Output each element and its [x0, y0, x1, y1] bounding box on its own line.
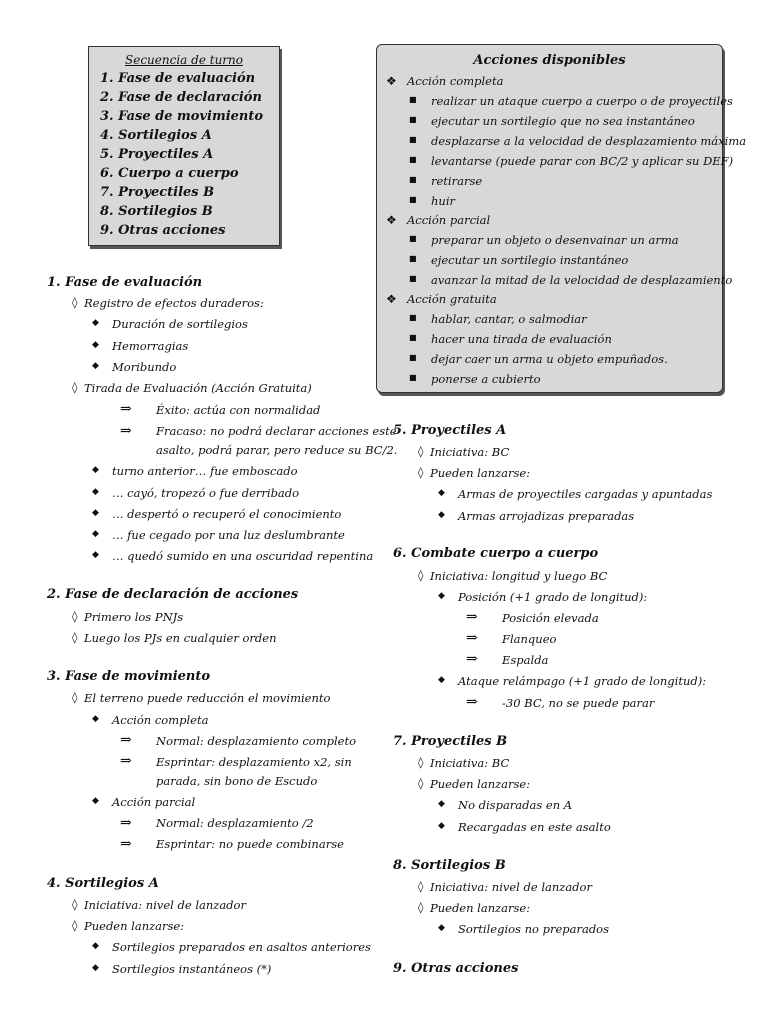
open-diamond-bullet-icon: ◊ [72, 610, 78, 623]
square-bullet-icon: ■ [409, 353, 417, 362]
list-item: parada, sin bono de Escudo [156, 774, 318, 788]
open-diamond-bullet-icon: ◊ [418, 466, 424, 479]
double-arrow-icon: ⇒ [466, 651, 478, 667]
list-item: No disparadas en A [458, 798, 573, 812]
section-heading-2: 2. Fase de declaración de acciones [47, 587, 299, 602]
list-item: Esprintar: no puede combinarse [156, 837, 344, 851]
list-item: Fracaso: no podrá declarar acciones este [156, 424, 397, 438]
list-item: Acción completa [112, 713, 209, 727]
list-item: Armas de proyectiles cargadas y apuntadas [458, 487, 713, 501]
square-bullet-icon: ■ [409, 313, 417, 322]
list-item: Primero los PNJs [84, 610, 184, 624]
double-arrow-icon: ⇒ [120, 423, 132, 439]
list-item: Pueden lanzarse: [430, 466, 531, 480]
list-item: Pueden lanzarse: [430, 777, 531, 791]
open-diamond-bullet-icon: ◊ [72, 296, 78, 309]
double-arrow-icon: ⇒ [120, 815, 132, 831]
diamond-bullet-icon: ◆ [438, 799, 445, 809]
diamond-bullet-icon: ◆ [438, 675, 445, 685]
action-item: avanzar la mitad de la velocidad de desplazamiento [431, 273, 733, 287]
list-item: Hemorragias [112, 339, 189, 353]
double-arrow-icon: ⇒ [466, 694, 478, 710]
list-item: Pueden lanzarse: [84, 919, 185, 933]
diamond-bullet-icon: ◆ [438, 821, 445, 831]
double-arrow-icon: ⇒ [120, 401, 132, 417]
double-arrow-icon: ⇒ [120, 732, 132, 748]
list-item: Normal: desplazamiento /2 [156, 816, 314, 830]
square-bullet-icon: ■ [409, 95, 417, 104]
diamond-bullet-icon: ◆ [92, 318, 99, 328]
square-bullet-icon: ■ [409, 195, 417, 204]
action-item: hablar, cantar, o salmodiar [431, 312, 587, 326]
diamond-bullet-icon: ◆ [92, 941, 99, 951]
turn-sequence-box [88, 46, 280, 246]
list-item: Pueden lanzarse: [430, 901, 531, 915]
section-heading-8: 8. Sortilegios B [393, 858, 506, 873]
open-diamond-bullet-icon: ◊ [418, 756, 424, 769]
list-item: Luego los PJs en cualquier orden [84, 631, 277, 645]
diamond-bullet-icon: ◆ [438, 923, 445, 933]
section-heading-6: 6. Combate cuerpo a cuerpo [393, 546, 599, 561]
square-bullet-icon: ■ [409, 155, 417, 164]
list-item: Sortilegios no preparados [458, 922, 610, 936]
diamond-cross-bullet-icon: ❖ [386, 292, 397, 306]
list-item: Ataque relámpago (+1 grado de longitud): [458, 674, 707, 688]
list-item: Esprintar: desplazamiento x2, sin [156, 755, 352, 769]
list-item: El terreno puede reducción el movimiento [84, 691, 331, 705]
turn-item: 4. Sortilegios A [100, 128, 212, 143]
list-item: Iniciativa: BC [430, 445, 510, 459]
diamond-bullet-icon: ◆ [92, 340, 99, 350]
open-diamond-bullet-icon: ◊ [418, 880, 424, 893]
list-item: Iniciativa: longitud y luego BC [430, 569, 608, 583]
list-item: Normal: desplazamiento completo [156, 734, 356, 748]
square-bullet-icon: ■ [409, 254, 417, 263]
square-bullet-icon: ■ [409, 333, 417, 342]
list-item: Armas arrojadizas preparadas [458, 509, 635, 523]
list-item: Posición (+1 grado de longitud): [458, 590, 648, 604]
diamond-bullet-icon: ◆ [92, 465, 99, 475]
list-item: Registro de efectos duraderos: [84, 296, 264, 310]
section-heading-9: 9. Otras acciones [393, 961, 519, 976]
list-item: Moribundo [112, 360, 177, 374]
list-item: … fue cegado por una luz deslumbrante [112, 528, 345, 542]
action-item: huir [431, 194, 455, 208]
open-diamond-bullet-icon: ◊ [72, 691, 78, 704]
turn-item: 8. Sortilegios B [100, 204, 213, 219]
diamond-cross-bullet-icon: ❖ [386, 213, 397, 227]
list-item: Iniciativa: BC [430, 756, 510, 770]
section-heading-1: 1. Fase de evaluación [47, 275, 203, 290]
action-group-label: Acción completa [407, 74, 504, 88]
list-item: Flanqueo [502, 632, 557, 646]
open-diamond-bullet-icon: ◊ [72, 631, 78, 644]
action-group-label: Acción parcial [407, 213, 491, 227]
action-item: ejecutar un sortilegio que no sea instantáneo [431, 114, 695, 128]
double-arrow-icon: ⇒ [120, 836, 132, 852]
list-item: Tirada de Evaluación (Acción Gratuita) [84, 381, 312, 395]
diamond-cross-bullet-icon: ❖ [386, 74, 397, 88]
action-item: retirarse [431, 174, 483, 188]
turn-item: 7. Proyectiles B [100, 185, 215, 200]
open-diamond-bullet-icon: ◊ [72, 898, 78, 911]
list-item: Éxito: actúa con normalidad [156, 403, 321, 417]
list-item: Acción parcial [112, 795, 196, 809]
action-item: ejecutar un sortilegio instantáneo [431, 253, 629, 267]
turn-item: 2. Fase de declaración [100, 90, 262, 105]
diamond-bullet-icon: ◆ [92, 508, 99, 518]
open-diamond-bullet-icon: ◊ [72, 381, 78, 394]
list-item: Sortilegios instantáneos (*) [112, 962, 272, 976]
action-item: preparar un objeto o desenvainar un arma [431, 233, 679, 247]
open-diamond-bullet-icon: ◊ [72, 919, 78, 932]
square-bullet-icon: ■ [409, 175, 417, 184]
diamond-bullet-icon: ◆ [438, 510, 445, 520]
section-heading-5: 5. Proyectiles A [393, 423, 507, 438]
double-arrow-icon: ⇒ [466, 630, 478, 646]
list-item: Espalda [502, 653, 549, 667]
action-item: levantarse (puede parar con BC/2 y aplicar su DEF) [431, 154, 734, 168]
list-item: -30 BC, no se puede parar [502, 696, 655, 710]
actions-box [376, 44, 747, 393]
square-bullet-icon: ■ [409, 135, 417, 144]
list-item: Posición elevada [502, 611, 599, 625]
diamond-bullet-icon: ◆ [92, 361, 99, 371]
action-item: ponerse a cubierto [431, 372, 541, 386]
list-item: Sortilegios preparados en asaltos anteriores [112, 940, 371, 954]
open-diamond-bullet-icon: ◊ [418, 777, 424, 790]
turn-sequence-title: Secuencia de turno [125, 53, 243, 67]
double-arrow-icon: ⇒ [120, 753, 132, 769]
list-item: … quedó sumido en una oscuridad repentina [112, 549, 374, 563]
turn-item: 5. Proyectiles A [100, 147, 214, 162]
diamond-bullet-icon: ◆ [92, 714, 99, 724]
diamond-bullet-icon: ◆ [438, 591, 445, 601]
diamond-bullet-icon: ◆ [92, 550, 99, 560]
square-bullet-icon: ■ [409, 234, 417, 243]
diamond-bullet-icon: ◆ [92, 796, 99, 806]
actions-title: Acciones disponibles [473, 53, 626, 68]
diamond-bullet-icon: ◆ [92, 487, 99, 497]
double-arrow-icon: ⇒ [466, 609, 478, 625]
action-item: hacer una tirada de evaluación [431, 332, 612, 346]
list-item: … cayó, tropezó o fue derribado [112, 486, 300, 500]
action-item: dejar caer un arma u objeto empuñados. [431, 352, 668, 366]
turn-item: 6. Cuerpo a cuerpo [100, 166, 239, 181]
action-group-label: Acción gratuita [407, 292, 497, 306]
list-item: Iniciativa: nivel de lanzador [430, 880, 592, 894]
turn-item: 3. Fase de movimiento [100, 109, 264, 124]
square-bullet-icon: ■ [409, 373, 417, 382]
open-diamond-bullet-icon: ◊ [418, 901, 424, 914]
action-item: realizar un ataque cuerpo a cuerpo o de proyectiles [431, 94, 733, 108]
diamond-bullet-icon: ◆ [92, 963, 99, 973]
diamond-bullet-icon: ◆ [438, 488, 445, 498]
open-diamond-bullet-icon: ◊ [418, 569, 424, 582]
section-heading-3: 3. Fase de movimiento [47, 669, 211, 684]
list-item: … despertó o recuperó el conocimiento [112, 507, 342, 521]
section-heading-4: 4. Sortilegios A [47, 876, 159, 891]
list-item: Iniciativa: nivel de lanzador [84, 898, 246, 912]
list-item: Duración de sortilegios [112, 317, 248, 331]
list-item: asalto, podrá parar, pero reduce su BC/2. [156, 443, 398, 457]
square-bullet-icon: ■ [409, 115, 417, 124]
list-item: Recargadas en este asalto [458, 820, 611, 834]
open-diamond-bullet-icon: ◊ [418, 445, 424, 458]
diamond-bullet-icon: ◆ [92, 529, 99, 539]
turn-item: 9. Otras acciones [100, 223, 226, 238]
section-heading-7: 7. Proyectiles B [393, 734, 508, 749]
list-item: turno anterior… fue emboscado [112, 464, 298, 478]
action-item: desplazarse a la velocidad de desplazamiento máxima [431, 134, 747, 148]
turn-item: 1. Fase de evaluación [100, 71, 256, 86]
square-bullet-icon: ■ [409, 274, 417, 283]
